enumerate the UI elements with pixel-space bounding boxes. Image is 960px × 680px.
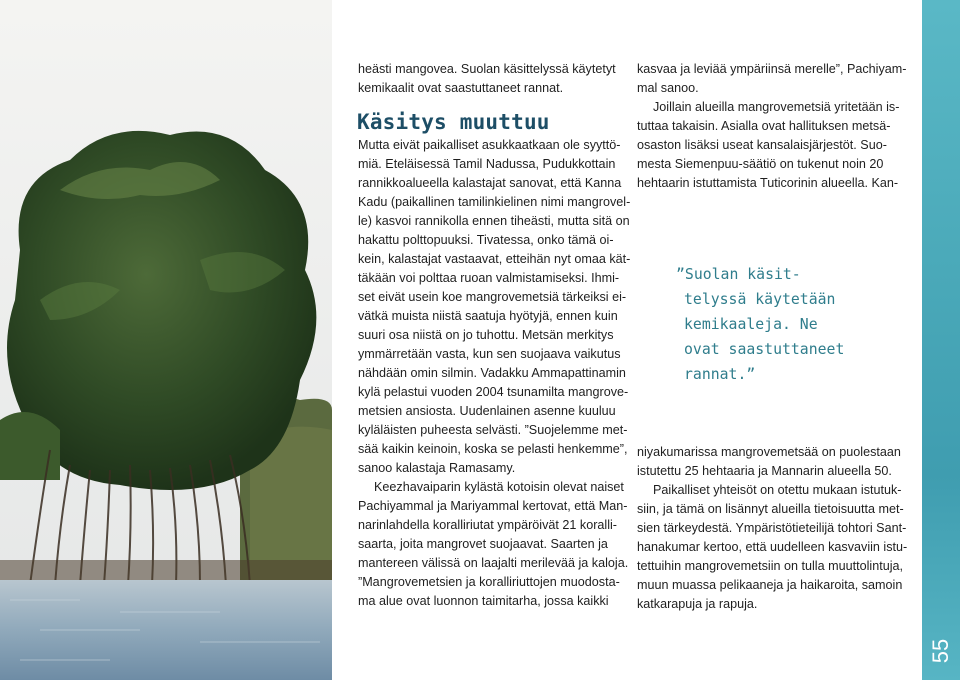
text-line: saarta, joita mangrovet suojaavat. Saarten ja [358, 537, 608, 551]
decorative-side-strip [922, 0, 960, 680]
text-line: kemikaalit ovat saastuttaneet rannat. [358, 81, 564, 95]
paragraph [637, 481, 908, 614]
quote-line: kemikaaleja. Ne [684, 316, 818, 333]
text-line: Keezhavaiparin kylästä kotoisin olevat naiset [374, 480, 624, 494]
paragraph [637, 60, 907, 98]
text-line: heästi mangovea. Suolan käsittelyssä käytetyt [358, 62, 616, 76]
paragraph [358, 60, 614, 98]
text-line: Joillain alueilla mangrovemetsiä yritetään is- [653, 100, 900, 114]
text-line: metsien ansiosta. Uudenlainen asenne kuuluu [358, 404, 616, 418]
text-line: ymmärretään vasta, kun sen suojaava vaikutus [358, 347, 621, 361]
text-line: mal sanoo. [637, 81, 699, 95]
text-line: mantereen välissä on laajalti merilevää ja kaloja. [358, 556, 629, 570]
pull-quote [676, 262, 844, 387]
page-number: 55 [928, 638, 953, 664]
text-line: ma alue ovat luonnon taimitarha, jossa kaikki [358, 594, 609, 608]
text-line: katkarapuja ja rapuja. [637, 597, 758, 611]
section-heading: Käsitys muuttuu [357, 110, 550, 134]
text-line: niyakumarissa mangrovemetsää on puolestaan [637, 445, 901, 459]
paragraph [637, 98, 900, 193]
text-line: Pachiyammal ja Mariyammal kertovat, että Man- [358, 499, 628, 513]
text-line: kyläläisten puheesta selvästi. ”Suojelemme met- [358, 423, 628, 437]
text-line: sanoo kalastaja Ramasamy. [358, 461, 516, 475]
text-line: le) kasvoi rannikolla ennen tiheästi, mutta sitä on [358, 214, 630, 228]
text-line: täkään voi polttaa ruoan valmistamiseksi. Ihmi- [358, 271, 620, 285]
text-line: nähdään omin silmin. Vadakku Ammapattinamin [358, 366, 626, 380]
text-line: tuttaa takaisin. Asialla ovat hallituksen metsä- [637, 119, 891, 133]
text-line: Kadu (paikallinen tamilinkielinen nimi mangrovel- [358, 195, 631, 209]
text-line: sää kaikin keinoin, koska se pelasti henkemme”, [358, 442, 628, 456]
text-line: ”Mangrovemetsien ja koralliriuttojen muodosta- [358, 575, 620, 589]
text-line: osaston lisäksi useat kansalaisjärjestöt. Suo- [637, 138, 887, 152]
text-line: hehtaarin istuttamista Tuticorinin alueella. Kan- [637, 176, 899, 190]
text-line: sien tärkeydestä. Ympäristötieteilijä tohtori Sant- [637, 521, 907, 535]
text-line: kein, kalastajat vastaavat, etteihän nyt omaa kät- [358, 252, 631, 266]
text-line: istutettu 25 hehtaaria ja Mannarin alueella 50. [637, 464, 892, 478]
text-line: Paikalliset yhteisöt on otettu mukaan istutuk- [653, 483, 902, 497]
quote-line: ”Suolan käsit- [676, 266, 801, 283]
text-line: tettuihin mangrovemetsiin on tulla muuttolintuja, [637, 559, 904, 573]
text-line: kasvaa ja leviää ympäriinsä merelle”, Pachiyam- [637, 62, 907, 76]
text-column-3 [637, 443, 908, 614]
text-line: hakattu polttopuuksi. Tivatessa, onko tämä oi- [358, 233, 614, 247]
text-line: kylä pelastui vuoden 2004 tsunamilta mangrove- [358, 385, 629, 399]
text-line: rannikkoalueella kalastajat sanovat, että Kanna [358, 176, 622, 190]
quote-line: telyssä käytetään [684, 291, 836, 308]
text-line: siin, ja tämä on lisännyt alueilla tietoisuutta met- [637, 502, 904, 516]
text-line: hanakumar kertoo, että uudelleen kasvaviin istu- [637, 540, 908, 554]
text-line: miä. Eteläisessä Tamil Nadussa, Pudukkottain [358, 157, 616, 171]
mangrove-photo [0, 0, 332, 680]
paragraph [358, 136, 631, 478]
text-line: vätkä muista niistä saatuja hyötyjä, ennen kuin [358, 309, 618, 323]
quote-line: rannat.” [684, 366, 756, 383]
text-line: set eivät usein koe mangrovemetsiä tärkeiksi ei- [358, 290, 627, 304]
text-line: suuri osa niistä on jo tuhottu. Metsän merkitys [358, 328, 614, 342]
text-column-1 [358, 60, 631, 611]
text-line: narinlahdella koralliriutat ympäröivät 21 koralli- [358, 518, 617, 532]
text-column-2 [637, 60, 907, 193]
paragraph [358, 478, 629, 611]
text-line: mesta Siemenpuu-säätiö on tukenut noin 20 [637, 157, 884, 171]
text-line: Mutta eivät paikalliset asukkaatkaan ole syyttö- [358, 138, 621, 152]
quote-line: ovat saastuttaneet [684, 341, 845, 358]
text-line: muun muassa pelikaaneja ja haikaroita, samoin [637, 578, 903, 592]
paragraph [637, 443, 901, 481]
